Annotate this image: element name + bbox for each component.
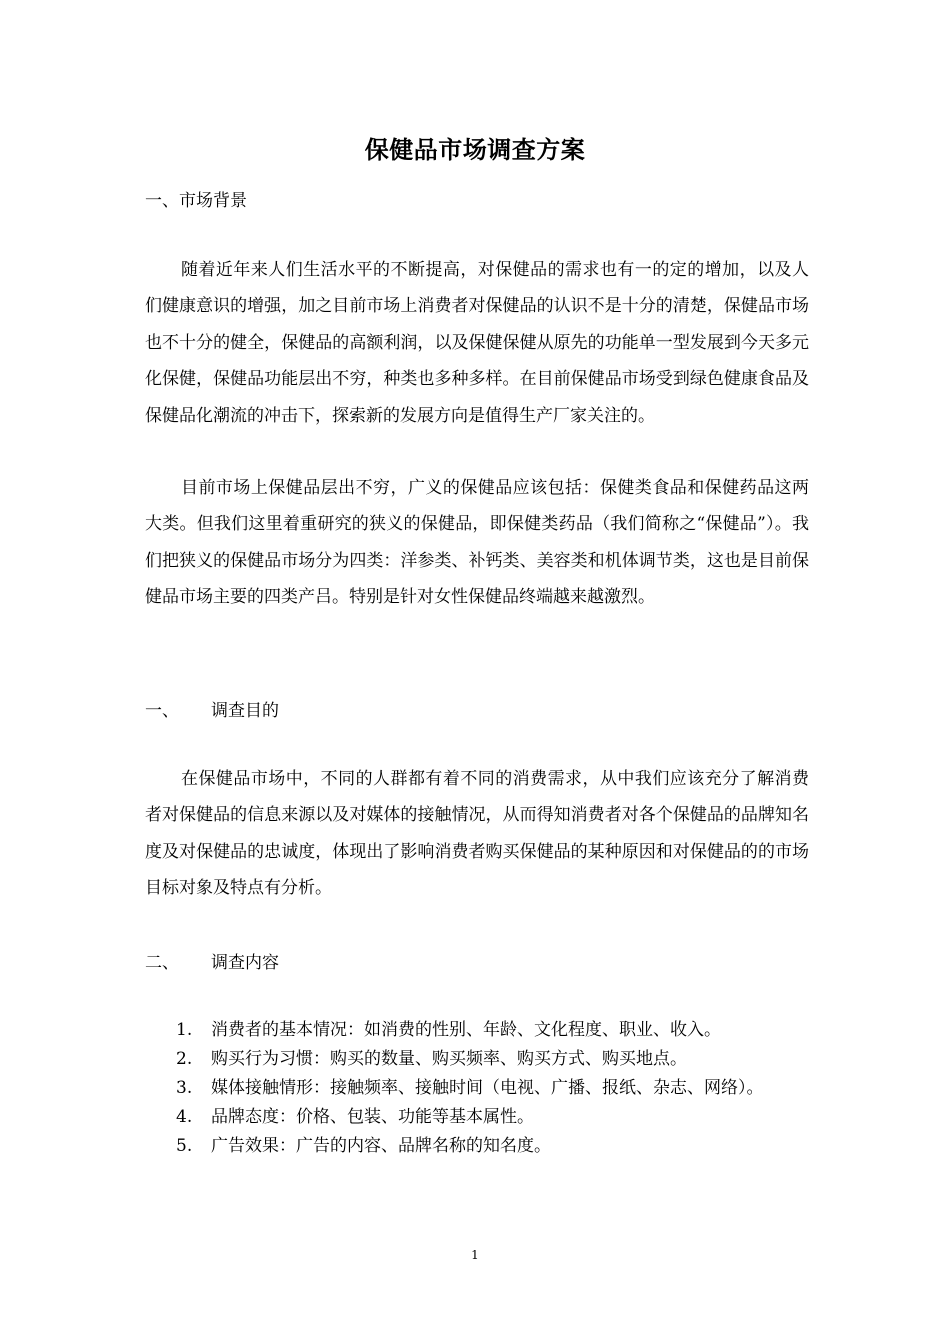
section-number: 一、	[145, 701, 179, 721]
list-item-index: 1.	[176, 1020, 193, 1040]
background-paragraph-1: 随着近年来人们生活水平的不断提高，对保健品的需求也有一的定的增加，以及人们健康意识的增强，加之目前市场上消费者对保健品的认识不是十分的清楚，保健品市场也不十分的健全，保健品的高额利润，以及保健保健从原先的功能单一型发展到今天多元化保健，保健品功能层出不穷，种类也多种多样。在目前保健品市场受到绿色健康食品及保健品化潮流的冲击下，探索新的发展方向是值得生产厂家关注的。	[145, 260, 809, 426]
purpose-paragraph: 在保健品市场中，不同的人群都有着不同的消费需求，从中我们应该充分了解消费者对保健品的信息来源以及对媒体的接触情况，从而得知消费者对各个保健品的品牌知名度及对保健品的忠诚度，体现出了影响消费者购买保健品的某种原因和对保健品的的市场目标对象及特点有分析。	[145, 769, 809, 899]
section-heading-content	[145, 948, 279, 978]
section-heading-purpose	[145, 696, 279, 726]
list-item-index: 4.	[176, 1107, 193, 1127]
section-heading-text: 调查目的	[211, 701, 279, 721]
background-paragraph-2: 目前市场上保健品层出不穷，广义的保健品应该包括：保健类食品和保健药品这两大类。但我们这里着重研究的狭义的保健品，即保健类药品（我们简称之“保健品”）。我们把狭义的保健品市场分为四类：洋参类、补钙类、美容类和机体调节类，这也是目前保健品市场主要的四类产吕。特别是针对女性保健品终端越来越激烈。	[145, 478, 809, 608]
content-list	[176, 1016, 826, 1161]
page-number: 1	[471, 1248, 479, 1262]
list-item	[176, 1132, 826, 1161]
section-number: 二、	[145, 953, 179, 973]
section-heading-text: 调查内容	[211, 953, 279, 973]
list-item-text: 消费者的基本情况：如消费的性别、年龄、文化程度、职业、收入。	[211, 1020, 721, 1040]
list-item	[176, 1016, 826, 1045]
section-heading-text: 一、市场背景	[145, 191, 247, 211]
list-item	[176, 1103, 826, 1132]
list-item-text: 购买行为习惯：购买的数量、购买频率、购买方式、购买地点。	[211, 1049, 687, 1069]
document-title: 保健品市场调查方案	[364, 136, 586, 164]
list-item-index: 3.	[176, 1078, 193, 1098]
list-item-index: 5.	[176, 1136, 193, 1156]
section-heading-background	[145, 186, 247, 216]
list-item	[176, 1045, 826, 1074]
list-item-text: 媒体接触情形：接触频率、接触时间（电视、广播、报纸、杂志、网络）。	[211, 1078, 764, 1098]
list-item-text: 广告效果：广告的内容、品牌名称的知名度。	[211, 1136, 551, 1156]
list-item	[176, 1074, 826, 1103]
list-item-text: 品牌态度：价格、包装、功能等基本属性。	[211, 1107, 534, 1127]
list-item-index: 2.	[176, 1049, 193, 1069]
